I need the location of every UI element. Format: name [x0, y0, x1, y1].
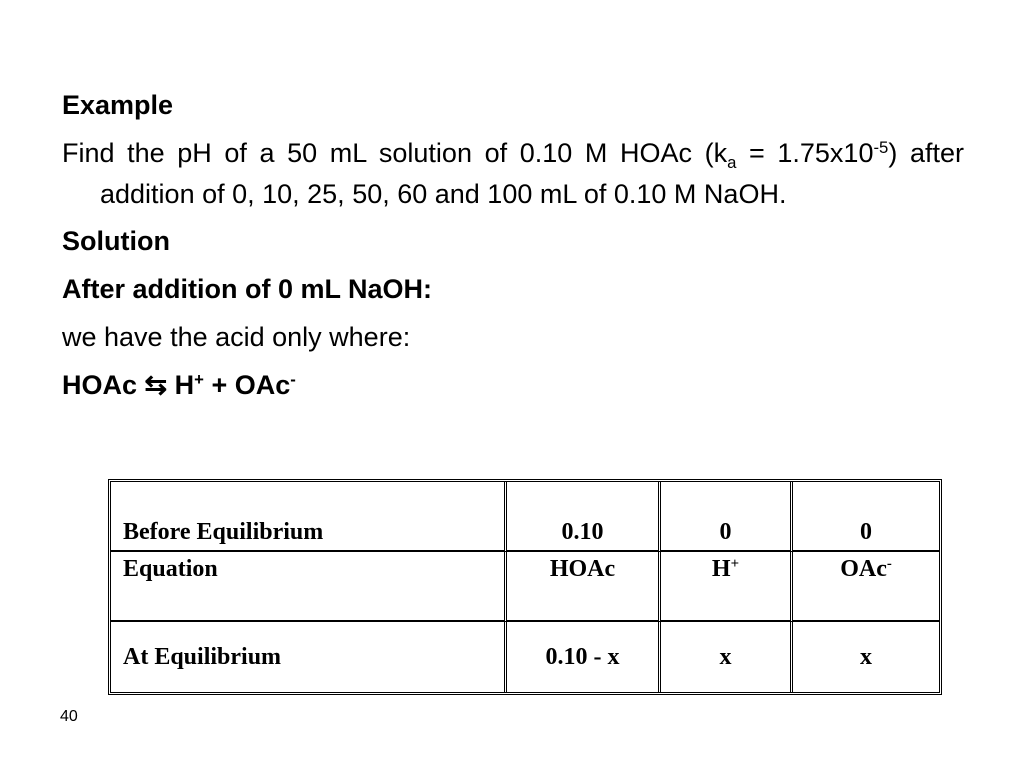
problem-text-2: = 1.75x10 [736, 138, 874, 168]
table-row [111, 622, 939, 692]
exponent: -5 [873, 137, 889, 157]
table-cell: x [661, 622, 793, 692]
table-row [111, 552, 939, 622]
product-oac: OAc [234, 370, 291, 400]
table-cell [793, 552, 939, 622]
product-h: H [174, 370, 195, 400]
equilibrium-equation [62, 365, 964, 405]
row-label: Equation [111, 552, 507, 622]
row-label: At Equilibrium [111, 622, 507, 692]
species-oac: OAc [840, 556, 887, 582]
species-h-charge: + [730, 555, 740, 572]
h-charge: + [194, 369, 204, 389]
table-cell: 0 [793, 482, 939, 552]
solution-heading: Solution [62, 226, 170, 256]
table-row [111, 482, 939, 552]
ice-table [108, 479, 942, 695]
species-h: H [711, 556, 731, 582]
species-oac-charge: - [886, 555, 892, 572]
plus-sign: + [211, 370, 228, 400]
slide-body [62, 85, 964, 405]
step-heading: After addition of 0 mL NaOH: [62, 274, 433, 304]
table-cell: HOAc [507, 552, 661, 622]
row-label: Before Equilibrium [111, 482, 507, 552]
problem-text-1: Find the pH of a 50 mL solution of 0.10 M HOAc (k [62, 138, 728, 168]
table-cell [661, 552, 793, 622]
reactant: HOAc [62, 370, 138, 400]
step-text: we have the acid only where: [62, 322, 411, 352]
example-heading: Example [62, 90, 174, 120]
ka-subscript: a [727, 152, 737, 172]
problem-statement [62, 133, 964, 215]
table-cell: 0.10 [507, 482, 661, 552]
oac-charge: - [290, 369, 296, 389]
equilibrium-arrow-icon: ⇆ [144, 370, 168, 400]
table-cell: x [860, 643, 872, 670]
problem-text-3: ) after addition of 0, 10, 25, 50, 60 and 100 mL of 0.10 M NaOH. [100, 138, 964, 209]
page-number: 40 [60, 708, 78, 725]
table-cell: 0.10 - x [507, 622, 661, 692]
table-cell: 0 [661, 482, 793, 552]
